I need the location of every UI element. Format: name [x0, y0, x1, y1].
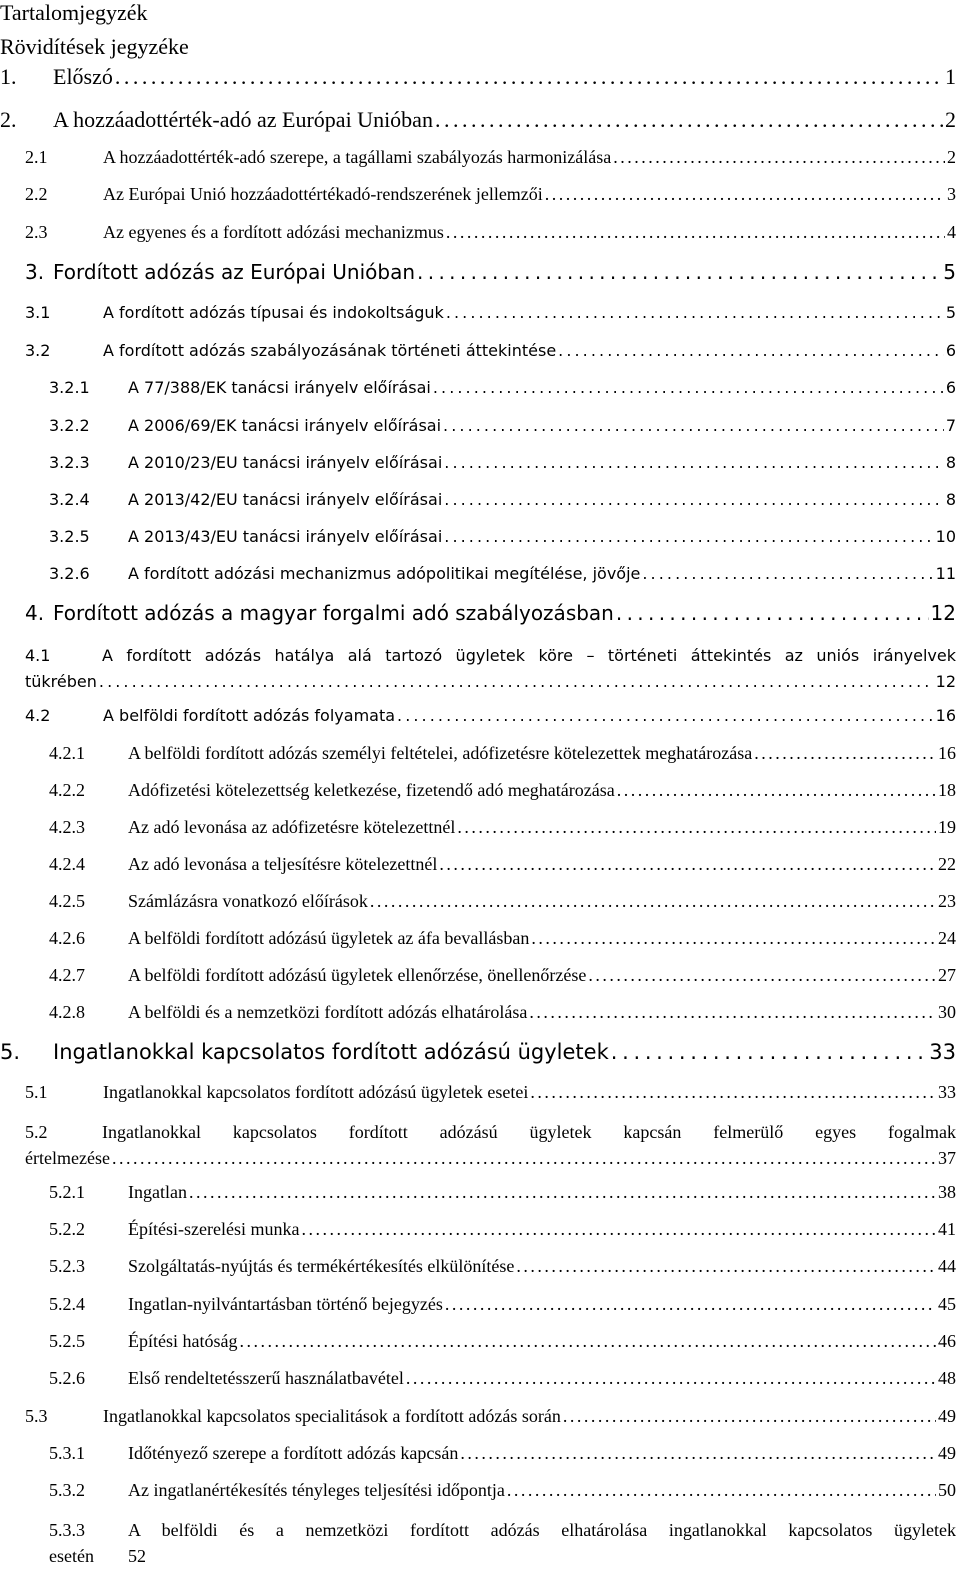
- toc-leader-dots: [558, 341, 944, 360]
- toc-entry-label: A belföldi és a nemzetközi fordított adózás elhatárolása ingatlanokkal kapcsolatos ügyletek: [128, 1520, 956, 1540]
- toc-leader-dots: [530, 1082, 936, 1103]
- toc-leader-dots: [433, 378, 944, 397]
- toc-leader-dots: [445, 1294, 936, 1315]
- toc-entry-label: A 2013/43/EU tanácsi irányelv előírásai: [128, 527, 443, 546]
- toc-entry-label: Ingatlan-nyilvántartásban történő bejegyzés: [128, 1294, 443, 1314]
- toc-leader-dots: [397, 706, 934, 725]
- toc-entry[interactable]: [49, 453, 956, 472]
- toc-leader-dots: [301, 1219, 936, 1240]
- toc-entry-label: A 2006/69/EK tanácsi irányelv előírásai: [128, 416, 442, 435]
- toc-entry-label: A hozzáadottérték-adó az Európai Unióban: [53, 107, 433, 132]
- toc-entry-label: A belföldi fordított adózású ügyletek ellenőrzése, önellenőrzése: [128, 965, 587, 985]
- toc-entry-page: 2: [945, 107, 956, 132]
- toc-entry-page: 5: [945, 303, 956, 322]
- toc-entry-number: 4.2.4: [49, 854, 85, 874]
- toc-entry-number: 4.2.3: [49, 817, 85, 837]
- toc-entry-page: 7: [945, 416, 956, 435]
- toc-entry[interactable]: [49, 928, 956, 949]
- toc-entry-page: 12: [935, 672, 956, 691]
- toc-entry-page: 27: [938, 965, 956, 985]
- toc-entry[interactable]: [49, 817, 956, 838]
- toc-entry[interactable]: [49, 780, 956, 801]
- toc-leader-dots: [545, 184, 945, 205]
- toc-entry-number: 3.2.4: [49, 490, 90, 509]
- toc-entry-number: 5.2.5: [49, 1331, 85, 1351]
- toc-entry[interactable]: [0, 107, 956, 133]
- toc-entry[interactable]: [25, 184, 956, 205]
- toc-entry-number: 3.2.5: [49, 527, 90, 546]
- toc-entry-page: 38: [938, 1182, 956, 1202]
- toc-entry-page: 12: [930, 601, 956, 625]
- toc-entry-page: 2: [947, 147, 956, 167]
- toc-entry-number: 4.2: [25, 706, 51, 725]
- toc-entry-page: 24: [938, 928, 956, 948]
- toc-leader-dots: [516, 1256, 936, 1277]
- toc-entry-number: 5.2.3: [49, 1256, 85, 1276]
- toc-entry-page: 45: [938, 1294, 956, 1314]
- toc-leader-dots: [444, 490, 944, 509]
- toc-entry[interactable]: [25, 260, 956, 284]
- toc-entry-page: 46: [938, 1331, 956, 1351]
- toc-leader-dots: [754, 743, 936, 764]
- toc-leader-dots: [443, 416, 944, 435]
- toc-leader-dots: [507, 1480, 936, 1501]
- toc-entry-number: 5.2.2: [49, 1219, 85, 1239]
- toc-entry-label: Építési-szerelési munka: [128, 1219, 300, 1239]
- toc-entry-label: Ingatlanokkal kapcsolatos fordított adózású ügyletek esetei: [103, 1082, 529, 1102]
- toc-entry-number: 5.: [0, 1040, 21, 1064]
- toc-leader-dots: [444, 453, 944, 472]
- toc-entry-page: 23: [938, 891, 956, 911]
- toc-leader-dots: [115, 64, 943, 90]
- toc-entry-number: 5.3: [25, 1406, 48, 1426]
- toc-entry-number: 5.2.6: [49, 1368, 85, 1388]
- toc-entry-page: 52: [128, 1546, 146, 1566]
- toc-entry-label: A belföldi fordított adózás folyamata: [103, 706, 396, 725]
- toc-entry-label: Adófizetési kötelezettség keletkezése, fizetendő adó meghatározása: [128, 780, 615, 800]
- toc-leader-dots: [112, 1145, 936, 1171]
- toc-entry-page: 8: [945, 453, 956, 472]
- toc-entry-label: Ingatlanokkal kapcsolatos fordított adózású ügyletek kapcsán felmerülő egyes fogalmak: [102, 1122, 956, 1142]
- toc-entry[interactable]: [25, 1082, 956, 1103]
- toc-entry[interactable]: [49, 965, 956, 986]
- toc-entry-label: A fordított adózási mechanizmus adópolitikai megítélése, jövője: [128, 564, 641, 583]
- toc-entry-label: Építési hatóság: [128, 1331, 238, 1351]
- toc-entry-number: 4.2.2: [49, 780, 85, 800]
- toc-entry[interactable]: [49, 743, 956, 764]
- toc-entry-page: 41: [938, 1219, 956, 1239]
- toc-leader-dots: [446, 303, 944, 322]
- toc-entry-label: Időtényező szerepe a fordított adózás kapcsán: [128, 1443, 459, 1463]
- toc-entry-number: 3.2.1: [49, 378, 90, 397]
- toc-entry[interactable]: [25, 643, 956, 695]
- toc-leader-dots: [439, 854, 936, 875]
- toc-entry[interactable]: [49, 1294, 956, 1315]
- toc-entry-page: 8: [945, 490, 956, 509]
- toc-entry-label: A 77/388/EK tanácsi irányelv előírásai: [128, 378, 431, 397]
- toc-entry-number: 3.2.6: [49, 564, 90, 583]
- toc-entry-label: A hozzáadottérték-adó szerepe, a tagállami szabályozás harmonizálása: [103, 147, 612, 167]
- toc-entry[interactable]: [25, 222, 956, 243]
- toc-leader-dots: [457, 817, 936, 838]
- toc-entry-number: 1.: [0, 64, 17, 89]
- toc-entry[interactable]: [49, 378, 956, 397]
- toc-entry[interactable]: [49, 416, 956, 435]
- toc-entry-page: 3: [947, 184, 956, 204]
- toc-entry-page: 33: [929, 1040, 956, 1064]
- toc-entry-page: 22: [938, 854, 956, 874]
- toc-leader-dots: [444, 527, 933, 546]
- toc-entry-page: 30: [938, 1002, 956, 1022]
- toc-leader-dots: [617, 780, 936, 801]
- toc-entry-label: Előszó: [53, 64, 113, 89]
- toc-entry-label-continued: esetén: [49, 1546, 94, 1566]
- toc-entry[interactable]: [49, 1002, 956, 1023]
- toc-entry-number: 4.2.7: [49, 965, 85, 985]
- toc-entry-number: 5.2: [25, 1122, 48, 1142]
- abbreviations-link[interactable]: Rövidítések jegyzéke: [0, 34, 189, 59]
- toc-entry[interactable]: [49, 1256, 956, 1277]
- toc-entry-number: 2.: [0, 107, 17, 132]
- toc-entry-label: Az ingatlanértékesítés tényleges teljesítési időpontja: [128, 1480, 505, 1500]
- toc-leader-dots: [613, 147, 945, 168]
- toc-entry-label: A belföldi fordított adózás személyi feltételei, adófizetésre kötelezettek meghatározása: [128, 743, 753, 763]
- toc-entry-number: 4.: [25, 601, 45, 625]
- toc-entry-label: A fordított adózás hatálya alá tartozó ügyletek köre – történeti áttekintés az uniós irányelvek: [102, 646, 956, 665]
- toc-title: Tartalomjegyzék: [0, 0, 148, 25]
- toc-entry[interactable]: [25, 341, 956, 360]
- toc-entry-label: Ingatlan: [128, 1182, 187, 1202]
- toc-entry-number: 5.3.1: [49, 1443, 85, 1463]
- toc-leader-dots: [417, 260, 941, 284]
- toc-leader-dots: [529, 1002, 936, 1023]
- toc-entry-page: 16: [935, 706, 956, 725]
- toc-entry-label: Első rendeltetésszerű használatbavétel: [128, 1368, 404, 1388]
- toc-leader-dots: [563, 1406, 936, 1427]
- toc-entry-number: 3.2.2: [49, 416, 90, 435]
- toc-entry-page: 49: [938, 1406, 956, 1426]
- toc-entry-number: 5.3.2: [49, 1480, 85, 1500]
- toc-entry[interactable]: [25, 1406, 956, 1427]
- toc-entry-page: 11: [935, 564, 956, 583]
- toc-entry-label-continued: értelmezése: [25, 1148, 110, 1168]
- toc-entry-number: 3.: [25, 260, 45, 284]
- toc-entry-number: 3.1: [25, 303, 51, 322]
- toc-entry-page: 6: [945, 378, 956, 397]
- toc-entry-label: Az egyenes és a fordított adózási mechanizmus: [103, 222, 444, 242]
- toc-entry[interactable]: [25, 303, 956, 322]
- toc-entry-page: 33: [938, 1082, 956, 1102]
- toc-leader-dots: [435, 107, 943, 133]
- toc-entry-page: 49: [938, 1443, 956, 1463]
- toc-entry-label: A 2010/23/EU tanácsi irányelv előírásai: [128, 453, 443, 472]
- toc-entry-page: 1: [945, 64, 956, 89]
- toc-leader-dots: [99, 669, 934, 695]
- toc-entry-label: Fordított adózás az Európai Unióban: [53, 260, 416, 284]
- toc-entry-number: 4.2.5: [49, 891, 85, 911]
- toc-leader-dots: [460, 1443, 936, 1464]
- toc-entry[interactable]: [0, 64, 956, 90]
- toc-entry-label: A belföldi és a nemzetközi fordított adózás elhatárolása: [128, 1002, 528, 1022]
- toc-entry-label: A fordított adózás szabályozásának történeti áttekintése: [103, 341, 557, 360]
- toc-entry[interactable]: [25, 1119, 956, 1171]
- toc-entry-label: A 2013/42/EU tanácsi irányelv előírásai: [128, 490, 443, 509]
- toc-entry-number: 4.2.6: [49, 928, 85, 948]
- toc-entry-number: 2.1: [25, 147, 48, 167]
- toc-entry[interactable]: [25, 706, 956, 725]
- toc-entry-number: 5.2.1: [49, 1182, 85, 1202]
- toc-entry-label: Fordított adózás a magyar forgalmi adó szabályozásban: [53, 601, 614, 625]
- toc-leader-dots: [616, 601, 929, 625]
- toc-entry-number: 3.2.3: [49, 453, 90, 472]
- toc-entry-page: 16: [938, 743, 956, 763]
- toc-entry-label: A fordított adózás típusai és indokoltságuk: [103, 303, 444, 322]
- toc-entry[interactable]: [49, 564, 956, 583]
- toc-entry-number: 2.3: [25, 222, 48, 242]
- toc-entry-page: 10: [935, 527, 956, 546]
- toc-entry-number: 4.1: [25, 646, 51, 665]
- toc-entry-number: 4.2.8: [49, 1002, 85, 1022]
- toc-entry[interactable]: [49, 891, 956, 912]
- toc-entry-label-continued: tükrében: [25, 672, 97, 691]
- toc-leader-dots: [239, 1331, 936, 1352]
- toc-leader-dots: [189, 1182, 936, 1203]
- toc-leader-dots: [406, 1368, 936, 1389]
- toc-leader-dots: [370, 891, 936, 912]
- toc-entry-label: Szolgáltatás-nyújtás és termékértékesítés elkülönítése: [128, 1256, 515, 1276]
- toc-entry-label: Az Európai Unió hozzáadottértékadó-rendszerének jellemzői: [103, 184, 543, 204]
- toc-entry-label: Az adó levonása az adófizetésre kötelezettnél: [128, 817, 456, 837]
- toc-leader-dots: [531, 928, 936, 949]
- toc-leader-dots: [642, 564, 933, 583]
- toc-entry[interactable]: [49, 1331, 956, 1352]
- toc-entry[interactable]: [49, 1368, 956, 1389]
- toc-entry[interactable]: [25, 147, 956, 168]
- toc-leader-dots: [611, 1040, 928, 1064]
- toc-entry-number: 4.2.1: [49, 743, 85, 763]
- toc-entry-number: 5.3.3: [49, 1520, 85, 1540]
- toc-entry[interactable]: [49, 1480, 956, 1501]
- toc-entry[interactable]: [49, 490, 956, 509]
- toc-entry-page: 50: [938, 1480, 956, 1500]
- toc-entry-page: 5: [943, 260, 956, 284]
- toc-entry-page: 6: [945, 341, 956, 360]
- toc-entry[interactable]: [49, 1182, 956, 1203]
- toc-entry-page: 4: [947, 222, 956, 242]
- toc-leader-dots: [446, 222, 945, 243]
- toc-entry-page: 37: [938, 1148, 956, 1168]
- toc-entry[interactable]: [49, 1219, 956, 1240]
- toc-entry-number: 5.1: [25, 1082, 48, 1102]
- toc-entry[interactable]: [49, 527, 956, 546]
- toc-entry-page: 48: [938, 1368, 956, 1388]
- toc-entry-number: 5.2.4: [49, 1294, 85, 1314]
- toc-leader-dots: [588, 965, 936, 986]
- toc-entry-page: 18: [938, 780, 956, 800]
- toc-entry[interactable]: [49, 1517, 956, 1569]
- toc-entry-label: Számlázásra vonatkozó előírások: [128, 891, 368, 911]
- toc-entry-label: A belföldi fordított adózású ügyletek az áfa bevallásban: [128, 928, 530, 948]
- toc-entry[interactable]: [49, 854, 956, 875]
- toc-entry[interactable]: [49, 1443, 956, 1464]
- toc-entry-page: 19: [938, 817, 956, 837]
- toc-entry-label: Ingatlanokkal kapcsolatos specialitások a fordított adózás során: [103, 1406, 561, 1426]
- toc-entry-page: 44: [938, 1256, 956, 1276]
- toc-entry[interactable]: [0, 1040, 956, 1064]
- toc-entry-label: Az adó levonása a teljesítésre kötelezettnél: [128, 854, 438, 874]
- toc-entry-label: Ingatlanokkal kapcsolatos fordított adózású ügyletek: [53, 1040, 609, 1064]
- toc-entry[interactable]: [25, 601, 956, 625]
- toc-entry-number: 3.2: [25, 341, 51, 360]
- toc-entry-number: 2.2: [25, 184, 48, 204]
